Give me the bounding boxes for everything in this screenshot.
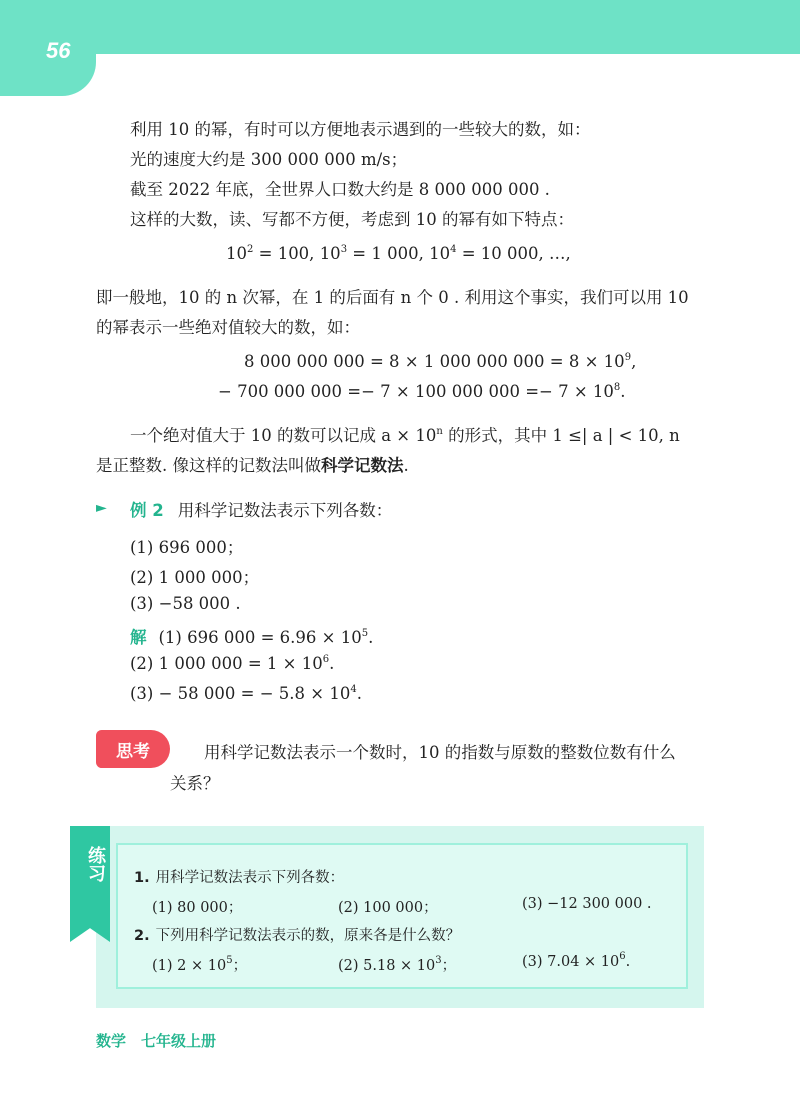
example-item-3: (3) −58 000 . [130,594,241,613]
solution-line-2: (2) 1 000 $000 = 1 \times 10^6$. [130,654,335,673]
example-heading: 例 2 用科学记数法表示下列各数： [130,501,393,520]
paragraph-8: 是正整数. 像这样的记数法叫做科学记数法. [96,456,409,475]
exercise-1-part-b: (2) 100 000； [338,900,438,916]
exercise-question-2: 2. 下列用科学记数法表示的数，原来各是什么数？ [134,928,461,944]
paragraph-3: 截至 2022 年底，全世界人口数大约是 8 000 000 000 . [130,180,550,199]
term-scientific-notation: 科学记数法 [321,456,404,475]
paragraph-2: 光的速度大约是 300 000 000 m/s； [130,150,408,169]
exercise-1-part-c: (3) −12 300 000 . [522,896,652,912]
equation-1: 8 000 000 000 = 8 × 1 000 000 $000 = 8 \times 10^9$, [244,352,637,371]
powers-of-ten-formula: $10^2 = 100$, $10^3 = 1$ 000, $10^4 = 10$ 000, …, [226,244,571,263]
exercise-question-1: 1. 用科学记数法表示下列各数： [134,870,345,886]
footer-book-title: 数学 七年级上册 [96,1032,217,1050]
example-label: 例 2 [130,501,164,520]
solution-label: 解 [130,628,147,647]
paragraph-4: 这样的大数，读、写都不方便，考虑到 10 的幂有如下特点： [130,210,574,229]
solution-line-3: (3) − 58 000 = − $5.8 \times 10^4$. [130,684,362,703]
paragraph-6: 的幂表示一些绝对值较大的数，如： [96,318,360,337]
think-badge: 思考 [96,730,170,768]
equation-2: − 700 000 000 =− 7 × 100 000 $000 =- 7 \times 10^8$. [218,382,626,401]
exercise-2-part-a: (1) $2 \times 10^5$； [152,955,248,974]
paragraph-5: 即一般地，10 的 n 次幂，在 1 的后面有 n 个 0 . 利用这个事实，我们可以用 10 [96,288,689,307]
page-number: 56 [46,38,71,63]
example-item-2: (2) 1 000 000； [130,568,260,587]
triangle-arrow-icon: ► [96,500,107,516]
exercise-ribbon [70,826,110,942]
paragraph-7: 一个绝对值大于 10 的数可以记成 $a \times 10^n$ 的形式，其中 1 ≤| a | < 10, n [130,426,680,445]
exercise-ribbon-label: 练习 [85,846,106,882]
header-band [0,0,800,54]
think-line-1: 用科学记数法表示一个数时，10 的指数与原数的整数位数有什么 [204,743,676,762]
example-item-1: (1) 696 000； [130,538,244,557]
solution-line-1: 解 (1) 696 $000 = 6.96 \times 10^5$. [130,628,374,647]
think-line-2: 关系？ [170,774,220,793]
exercise-1-part-a: (1) 80 000； [152,900,243,916]
paragraph-1: 利用 10 的幂，有时可以方便地表示遇到的一些较大的数，如： [130,120,591,139]
exercise-2-part-c: (3) $7.04 \times 10^6$. [522,951,631,970]
exercise-2-part-b: (2) $5.18 \times 10^3$； [338,955,457,974]
